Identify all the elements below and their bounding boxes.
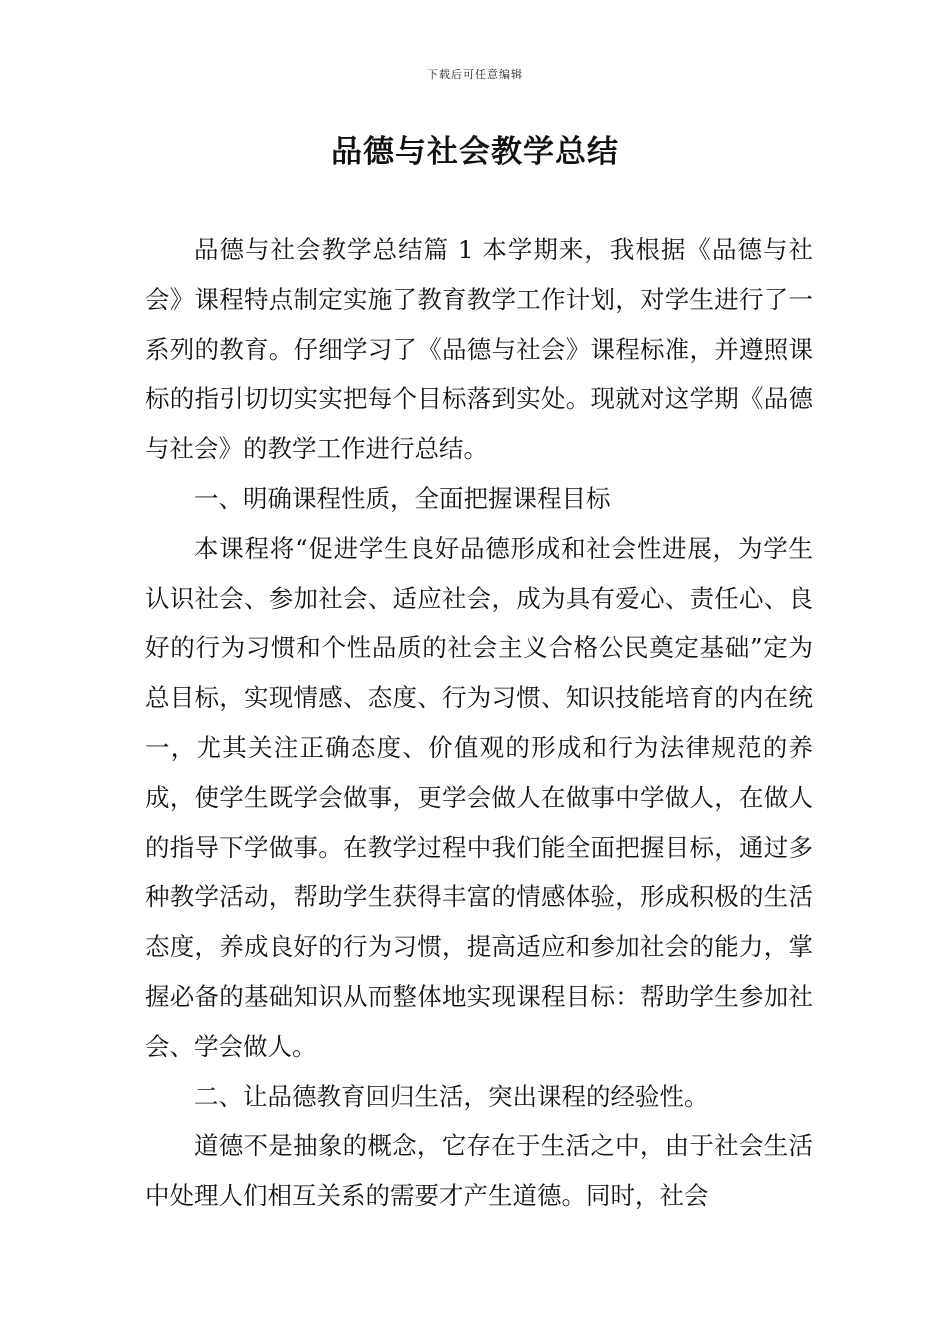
paragraph-intro: 品德与社会教学总结篇 1 本学期来，我根据《品德与社会》课程特点制定实施了教育教学工作计划，对学生进行了一系列的教育。仔细学习了《品德与社会》课程标准，并遵照课标的指引切切实实把每个目标落到实处。现就对这学期《品德与社会》的教学工作进行总结。 <box>145 235 813 464</box>
paragraph-section-2: 道德不是抽象的概念，它存在于生活之中，由于社会生活中处理人们相互关系的需要才产生道德。同时，社会 <box>145 1131 813 1211</box>
document-title: 品德与社会教学总结 <box>331 134 619 170</box>
header-note: 下载后可任意编辑 <box>427 68 523 81</box>
section-heading-1: 一、明确课程性质，全面把握课程目标 <box>194 483 611 513</box>
document-body <box>145 225 813 1221</box>
paragraph-section-1: 本课程将“促进学生良好品德形成和社会性进展，为学生认识社会、参加社会、适应社会，成为具有爱心、责任心、良好的行为习惯和个性品质的社会主义合格公民奠定基础”定为总目标，实现情感、态度、行为习惯、知识技能培育的内在统一，尤其关注正确态度、价值观的形成和行为法律规范的养成，使学生既学会做事，更学会做人在做事中学做人，在做人的指导下学做事。在教学过程中我们能全面把握目标，通过多种教学活动，帮助学生获得丰富的情感体验，形成积极的生活态度，养成良好的行为习惯，提高适应和参加社会的能力，掌握必备的基础知识从而整体地实现课程目标：帮助学生参加社会、学会做人。 <box>145 533 813 1061</box>
section-heading-2: 二、让品德教育回归生活，突出课程的经验性。 <box>194 1081 709 1111</box>
